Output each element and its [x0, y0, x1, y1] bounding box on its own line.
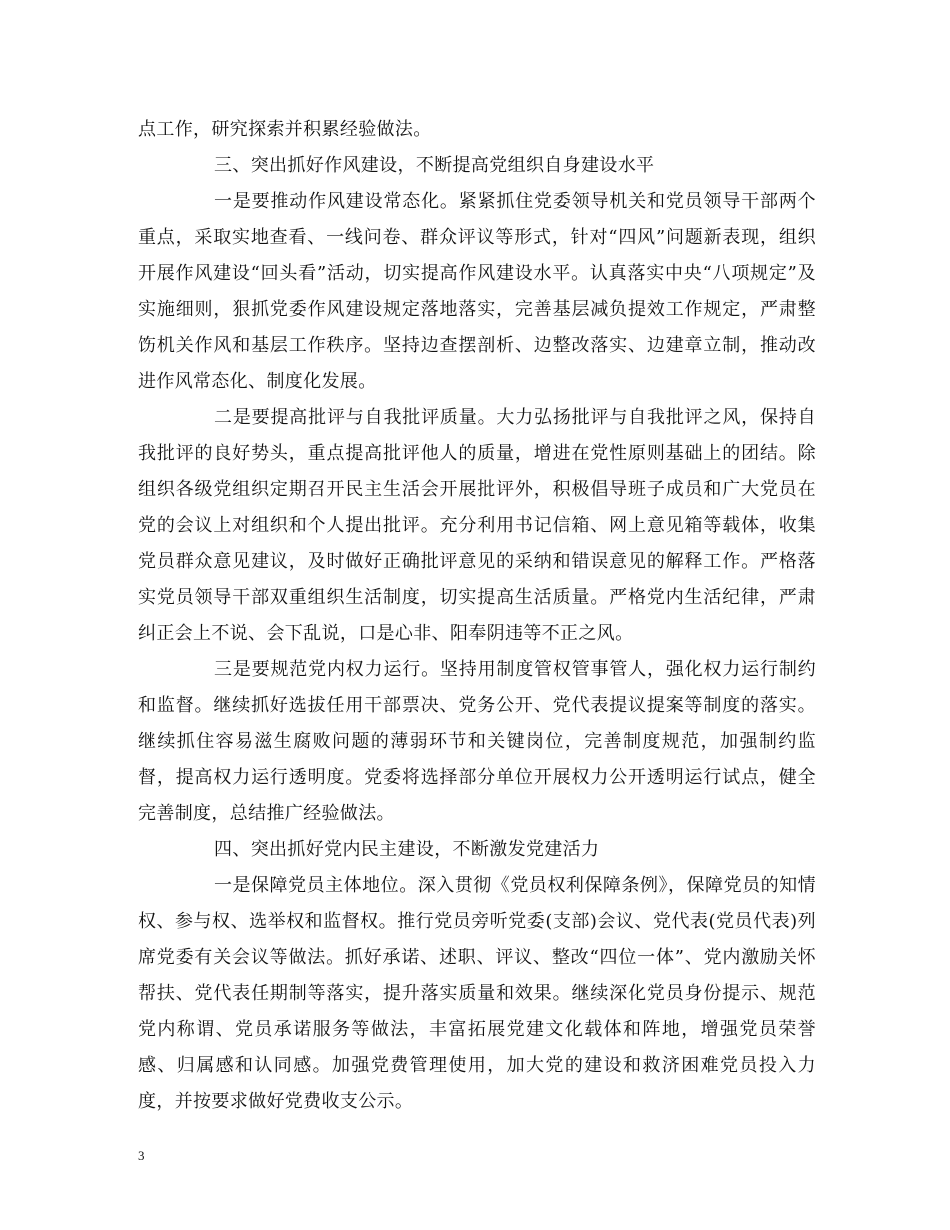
paragraph-continuation: 点工作，研究探索并积累经验做法。 [138, 119, 432, 140]
paragraph-member-status: 一是保障党员主体地位。深入贯彻《党员权利保障条例》，保障党员的知情权、参与权、选举权和监督权。推行党员旁听党委(支部)会议、党代表(党员代表)列席党委有关会议等做法。抓好承诺、述职、评议、整改“四位一体”、党内激励关怀帮扶、党代表任期制等落实，提升落实质量和效果。继续深化党员身份提示、规范党内称谓、党员承诺服务等做法，丰富拓展党建文化载体和阵地，增强党员荣誉感、归属感和认同感。加强党费管理使用，加大党的建设和救济困难党员投入力度，并按要求做好党费收支公示。 [138, 875, 816, 1112]
section-heading-four: 四、突出抓好党内民主建设，不断激发党建活力 [214, 839, 600, 860]
document-body [138, 112, 816, 1120]
paragraph-power-operation: 三是要规范党内权力运行。坚持用制度管权管事管人，强化权力运行制约和监督。继续抓好选拔任用干部票决、党务公开、党代表提议提案等制度的落实。继续抓住容易滋生腐败问题的薄弱环节和关键岗位，完善制度规范，加强制约监督，提高权力运行透明度。党委将选择部分单位开展权力公开透明运行试点，健全完善制度，总结推广经验做法。 [138, 659, 816, 824]
section-heading-three: 三、突出抓好作风建设，不断提高党组织自身建设水平 [214, 155, 655, 176]
page-number: 3 [138, 1148, 145, 1163]
paragraph-work-style: 一是要推动作风建设常态化。紧紧抓住党委领导机关和党员领导干部两个重点，采取实地查看、一线问卷、群众评议等形式，针对“四风”问题新表现，组织开展作风建设“回头看”活动，切实提高作风建设水平。认真落实中央“八项规定”及实施细则，狠抓党委作风建设规定落地落实，完善基层减负提效工作规定，严肃整饬机关作风和基层工作秩序。坚持边查摆剖析、边整改落实、边建章立制，推动改进作风常态化、制度化发展。 [138, 191, 816, 392]
paragraph-criticism: 二是要提高批评与自我批评质量。大力弘扬批评与自我批评之风，保持自我批评的良好势头，重点提高批评他人的质量，增进在党性原则基础上的团结。除组织各级党组织定期召开民主生活会开展批评外，积极倡导班子成员和广大党员在党的会议上对组织和个人提出批评。充分利用书记信箱、网上意见箱等载体，收集党员群众意见建议，及时做好正确批评意见的采纳和错误意见的解释工作。严格落实党员领导干部双重组织生活制度，切实提高生活质量。严格党内生活纪律，严肃纠正会上不说、会下乱说，口是心非、阳奉阴违等不正之风。 [138, 407, 816, 644]
